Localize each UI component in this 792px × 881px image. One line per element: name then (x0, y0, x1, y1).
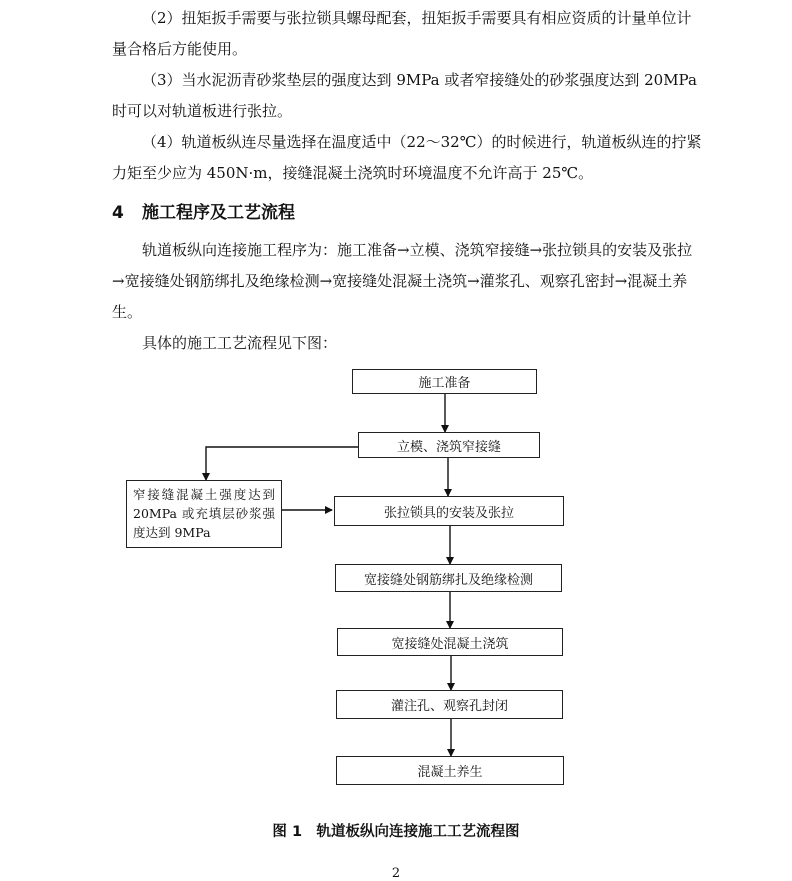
procedure-paragraph: 轨道板纵向连接施工程序为：施工准备→立模、浇筑窄接缝→张拉锁具的安装及张拉→宽接缝处钢筋绑扎及绝缘检测→宽接缝处混凝土浇筑→灌浆孔、观察孔密封→混凝土养生。 (112, 241, 693, 321)
flow-step-1: 施工准备 (352, 369, 537, 394)
paragraph-item-4: （4）轨道板纵连尽量选择在温度适中（22～32℃）的时候进行，轨道板纵连的拧紧力矩至少应为 450N·m，接缝混凝土浇筑时环境温度不允许高于 25℃。 (112, 133, 702, 182)
paragraph-item-3: （3）当水泥沥青砂浆垫层的强度达到 9MPa 或者窄接缝处的砂浆强度达到 20MPa 时可以对轨道板进行张拉。 (112, 71, 697, 120)
section-number: 4 (112, 203, 124, 223)
page-number: 2 (391, 866, 401, 881)
flow-step-4: 宽接缝处钢筋绑扎及绝缘检测 (335, 564, 562, 592)
flow-step-3: 张拉锁具的安装及张拉 (334, 496, 564, 526)
flow-step-6: 灌注孔、观察孔封闭 (336, 690, 563, 719)
section-title: 施工程序及工艺流程 (142, 203, 295, 223)
flow-step-5: 宽接缝处混凝土浇筑 (337, 628, 563, 656)
arrow-step2-sidenote (206, 447, 358, 480)
flow-step-7: 混凝土养生 (336, 756, 564, 785)
figure-caption: 图 1 轨道板纵向连接施工工艺流程图 (272, 824, 520, 840)
flow-step-2: 立模、浇筑窄接缝 (358, 432, 540, 458)
paragraph-item-2: （2）扭矩扳手需要与张拉锁具螺母配套，扭矩扳手需要具有相应资质的计量单位计量合格后方能使用。 (112, 9, 692, 58)
flow-side-note: 窄接缝混凝土强度达到 20MPa 或充填层砂浆强度达到 9MPa (126, 480, 282, 548)
intro-line: 具体的施工工艺流程见下图： (142, 334, 338, 352)
